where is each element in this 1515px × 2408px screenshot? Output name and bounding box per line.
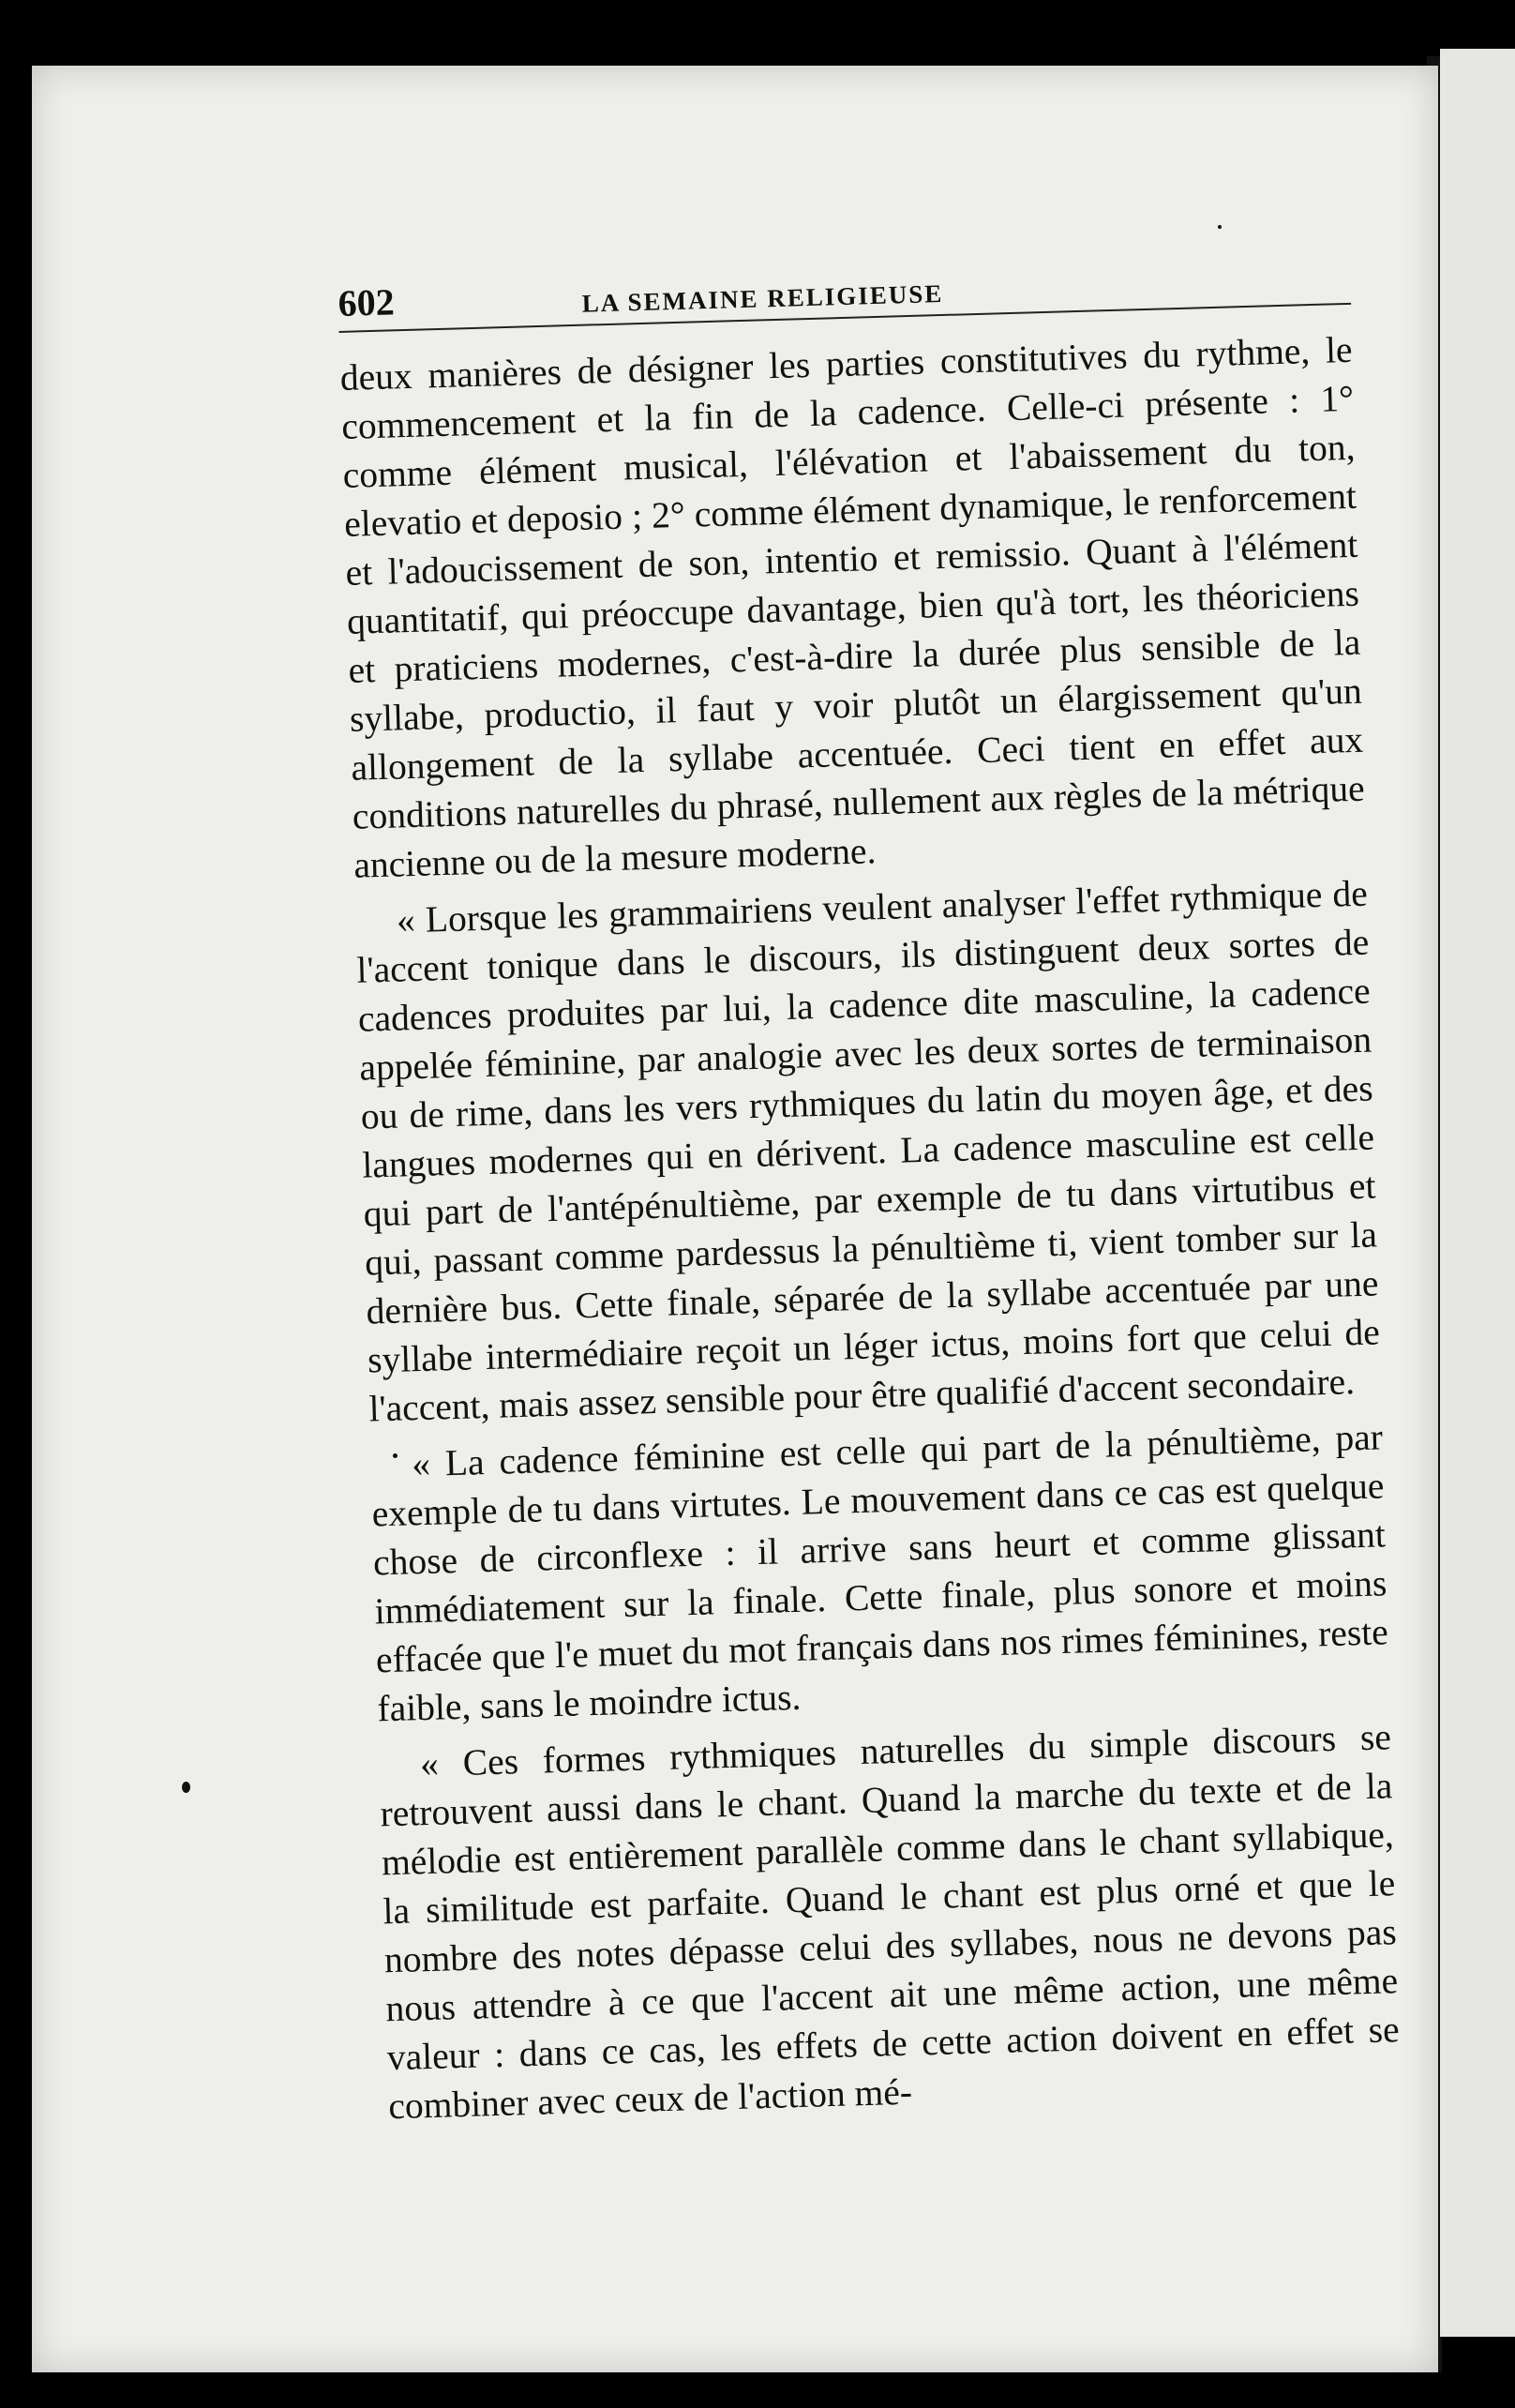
ink-speck [1218, 225, 1222, 229]
paragraph-1: deux manières de désigner les parties constitutives du rythme, le commencement et la fin de la cadence. Celle-ci présente : 1° comme élément musical, l'élévation et l'abaissement du ton, elevatio et deposio ; 2° comme élément dynamique, le renforcement et l'adoucissement de son, intentio et remissio. Quant à l'élément quantitatif, qui préoccupe davantage, bien qu'à tort, les théoriciens et praticiens modernes, c'est-à-dire la durée plus sensible de la syllabe, productio, il faut y voir plutôt un élargissement qu'un allongement de la syllabe accentuée. Ceci tient en effet aux conditions naturelles du phrasé, nullement aux règles de la métrique ancienne ou de la mesure moderne. [339, 328, 1366, 886]
running-head: LA SEMAINE RELIGIEUSE [581, 278, 944, 318]
paragraph-3: « La cadence féminine est celle qui part de la pénultième, par exemple de tu dans virtutes. Le mouvement dans ce cas est quelque chose de circonflexe : il arrive sans heurt et comme glissant immédiatement sur la finale. Cette finale, plus sonore et moins effacée que l'e muet du mot français dans nos rimes féminines, reste faible, sans le moindre ictus. [371, 1416, 1389, 1730]
adjacent-page-edge [1440, 49, 1515, 2337]
page-content [338, 253, 1402, 2138]
ink-speck [182, 1782, 190, 1793]
body-text [339, 325, 1402, 2130]
page-number: 602 [338, 280, 396, 324]
paragraph-2: « Lorsque les grammairiens veulent analyser l'effet rythmique de l'accent tonique dans le discours, ils distinguent deux sortes de cadences produites par lui, la cadence dite masculine, la cadence appelée féminine, par analogie avec les deux sortes de terminaison ou de rime, dans les vers rythmiques du latin du moyen âge, et des langues modernes qui en dérivent. La cadence masculine est celle qui part de l'antépénultième, par exemple de tu dans virtutibus et qui, passant comme pardessus la pénultième ti, vient tomber sur la dernière bus. Cette finale, séparée de la syllabe accentuée par une syllabe intermédiaire reçoit un léger ictus, moins fort que celui de l'accent, mais assez sensible pour être qualifié d'accent secondaire. [355, 872, 1381, 1430]
paragraph-4: « Ces formes rythmiques naturelles du simple discours se retrouvent aussi dans le chant. Quand la marche du texte et de la mélodie est entièrement parallèle comme dans le chant syllabique, la similitude est parfaite. Quand le chant est plus orné et que le nombre des notes dépasse celui des syllabes, nous ne devons pas nous attendre à ce que l'accent ait une même action, une même valeur : dans ce cas, les effets de cette action doivent en effet se combiner avec ceux de l'action mé- [380, 1716, 1401, 2128]
